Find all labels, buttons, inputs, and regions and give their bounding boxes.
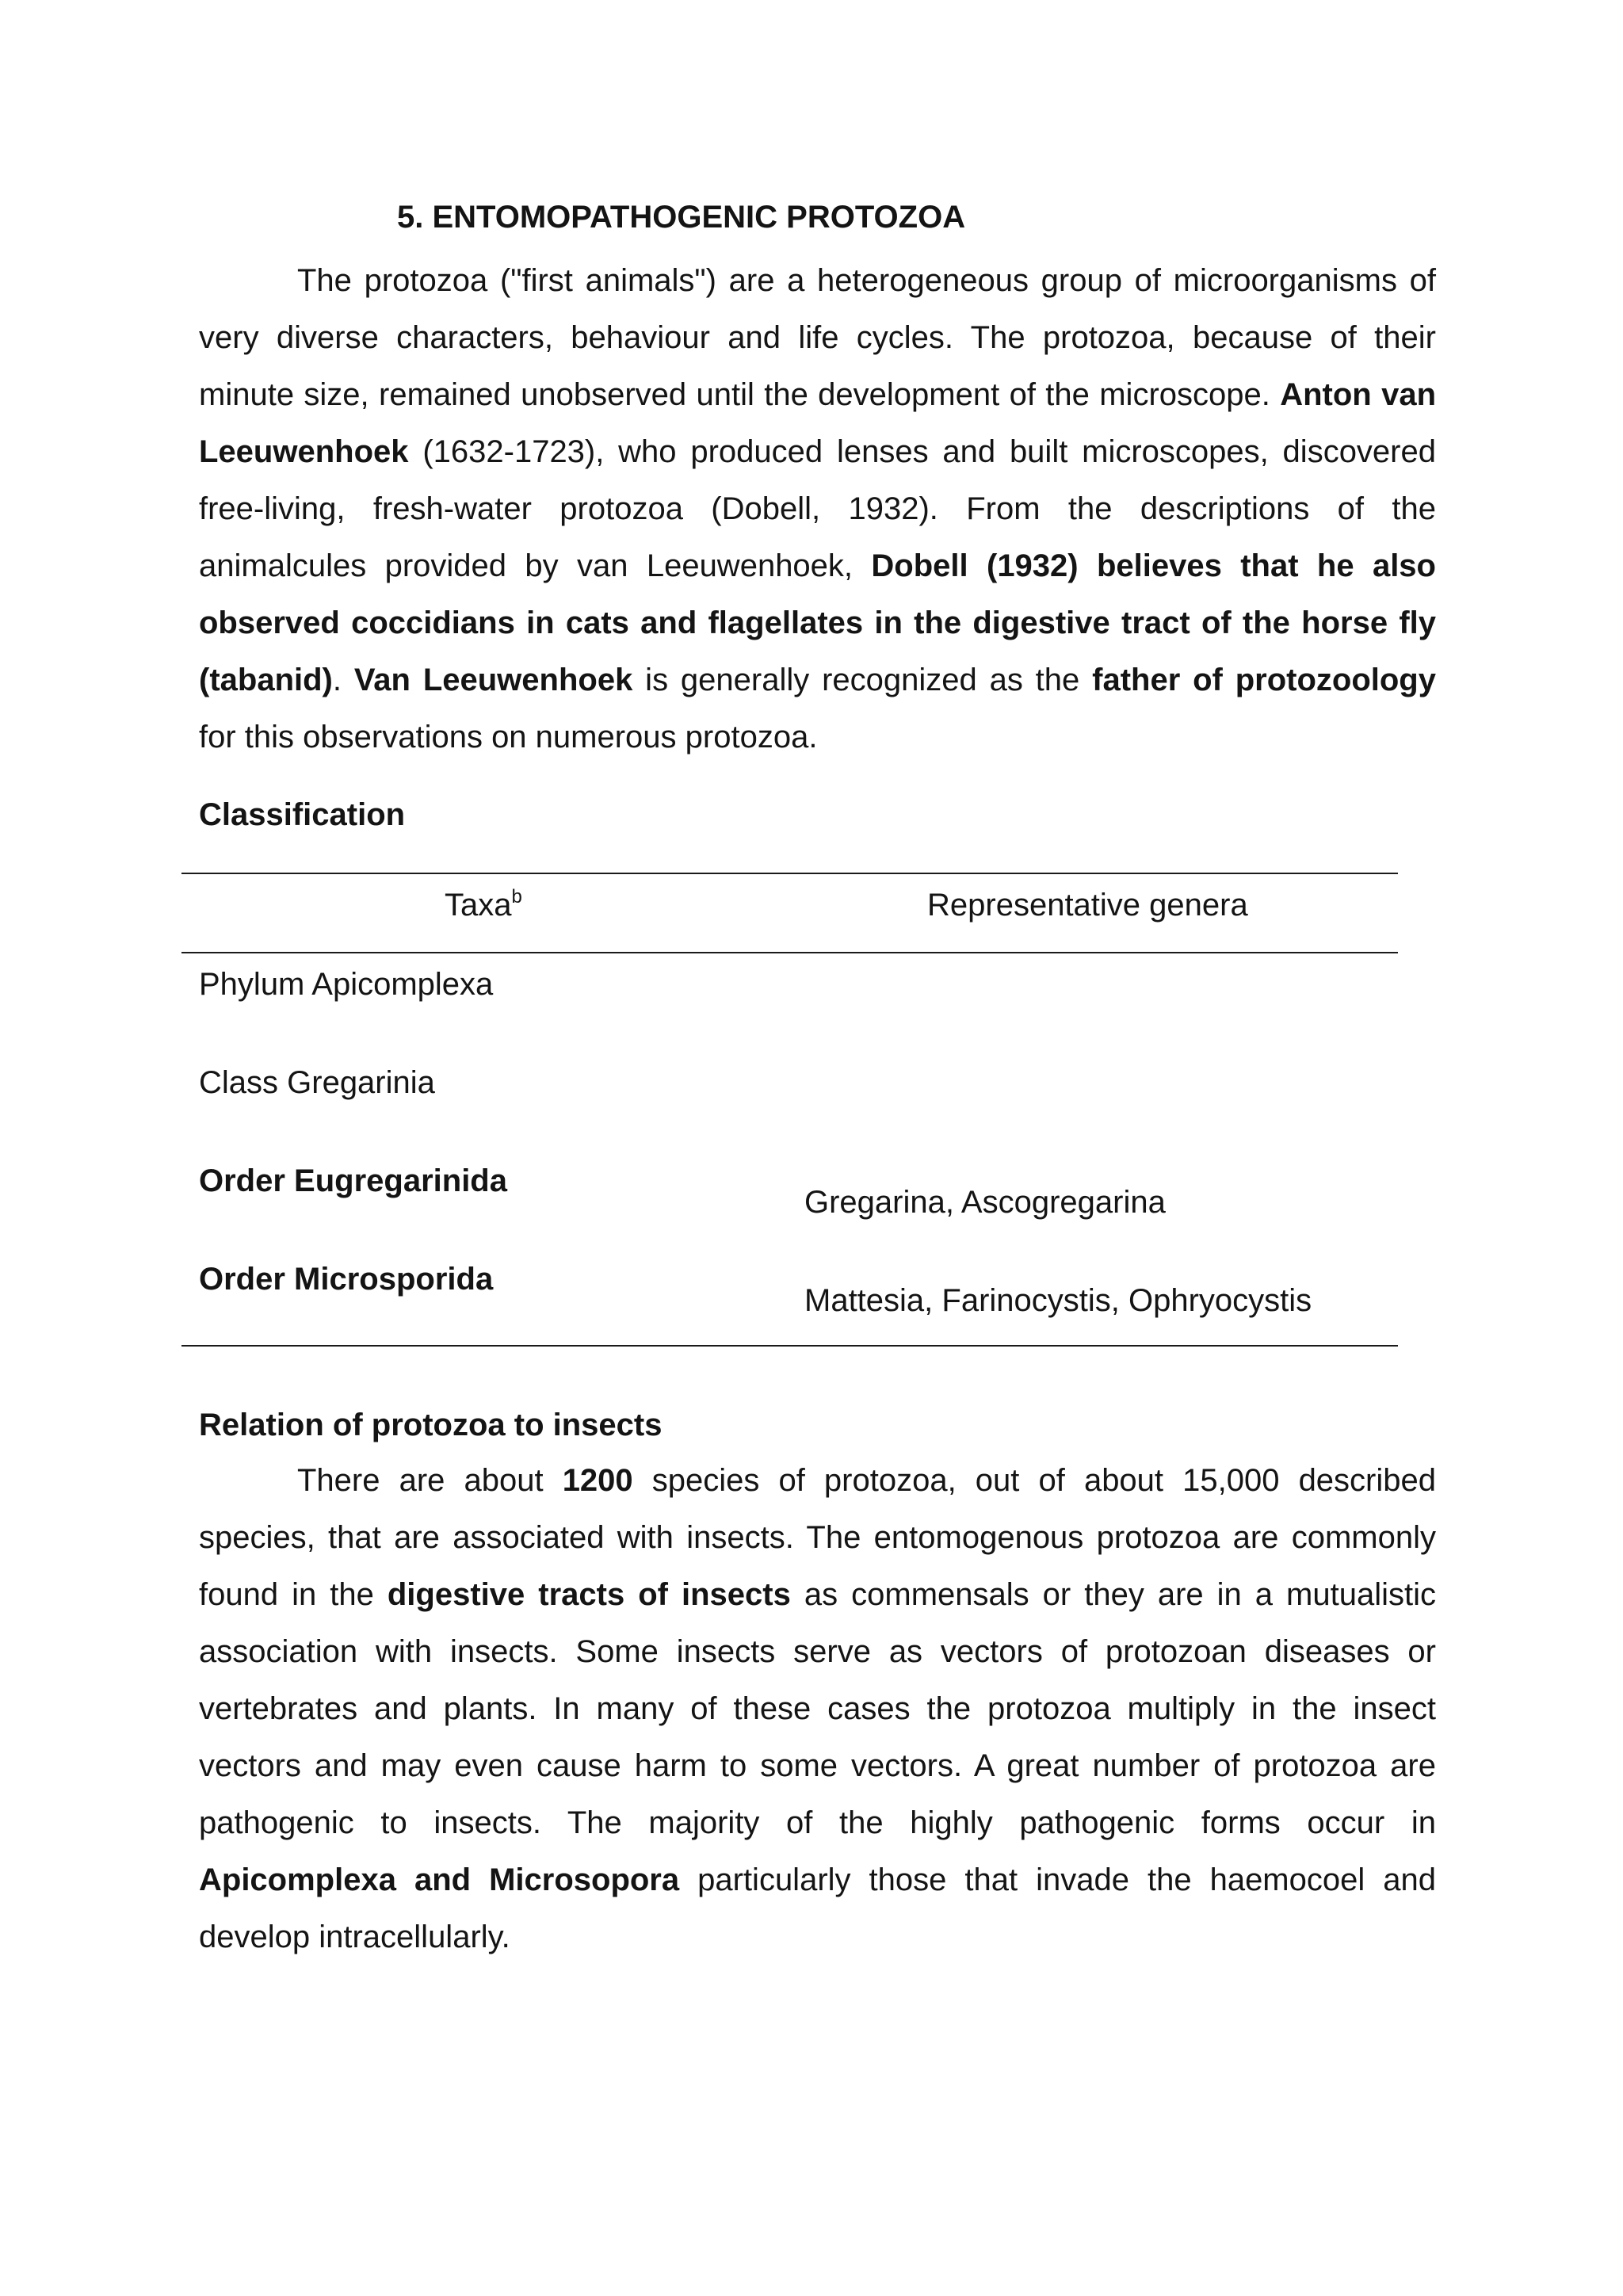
relation-text-3: as commensals or they are in a mutualistic association with insects. Some insects serve as vectors of protozoan diseases or vertebrates and plants. In many of these cases the protozoa multiply in the insect vectors and may even cause harm to some vectors. A great number of protozoa are pathogenic to insects. The majority of the highly pathogenic forms occur in (199, 1577, 1436, 1840)
taxon-order-eugregarinida: Order Eugregarinida (199, 1163, 507, 1198)
column-header-genera: Representative genera (927, 888, 1248, 923)
genera-eugregarinida: Gregarina, Ascogregarina (804, 1185, 1166, 1220)
relation-bold-apicomplexa: Apicomplexa and Microsopora (199, 1862, 680, 1897)
intro-bold-father: father of protozoology (1092, 663, 1436, 697)
intro-bold-anton: Anton van Leeuwenhoek (199, 377, 1437, 469)
intro-text-5: for this observations on numerous protozoa. (199, 720, 818, 755)
taxon-phylum-apicomplexa: Phylum Apicomplexa (199, 967, 494, 1002)
intro-bold-dobell: Dobell (1932) believes that he also observed coccidians in cats and flagellates in the digestive tract of the horse fly (tabanid) (199, 548, 1436, 697)
relation-bold-1200: 1200 (562, 1463, 633, 1498)
relation-paragraph (199, 1452, 1436, 1966)
taxon-class-gregarinia: Class Gregarinia (199, 1065, 435, 1100)
intro-bold-van-leeuwenhoek: Van Leeuwenhoek (353, 663, 633, 697)
column-header-taxa-label: Taxa (445, 888, 512, 923)
intro-text-3: . (332, 663, 354, 697)
relation-text-4: particularly those that invade the haemocoel and develop intracellularly. (199, 1862, 1436, 1954)
taxon-order-microsporida: Order Microsporida (199, 1262, 494, 1297)
intro-paragraph (199, 252, 1436, 766)
column-header-taxa (445, 886, 522, 924)
column-header-taxa-footnote: b (511, 886, 522, 907)
chapter-title: 5. ENTOMOPATHOGENIC PROTOZOA (397, 200, 966, 235)
table-header-rule (181, 952, 1398, 953)
relation-heading: Relation of protozoa to insects (199, 1408, 663, 1442)
intro-text-4: is generally recognized as the (632, 663, 1093, 697)
relation-text-1: There are about (297, 1463, 563, 1498)
classification-heading: Classification (199, 797, 406, 832)
relation-text-2: species of protozoa, out of about 15,000 described species, that are associated with insects. The entomogenous protozoa are commonly found in the (199, 1463, 1437, 1612)
table-top-rule (181, 873, 1398, 874)
intro-text-2: (1632-1723), who produced lenses and built microscopes, discovered free-living, fresh-water protozoa (Dobell, 1932). From the descriptions of the animalcules provided by van Leeuwenhoek, (199, 434, 1436, 583)
genera-microsporida: Mattesia, Farinocystis, Ophryocystis (804, 1283, 1312, 1318)
relation-bold-digestive: digestive tracts of insects (387, 1577, 791, 1612)
table-bottom-rule (181, 1345, 1398, 1347)
intro-text-1: The protozoa ("first animals") are a heterogeneous group of microorganisms of very diverse characters, behaviour and life cycles. The protozoa, because of their minute size, remained unobserved until the development of the microscope. (199, 263, 1436, 412)
